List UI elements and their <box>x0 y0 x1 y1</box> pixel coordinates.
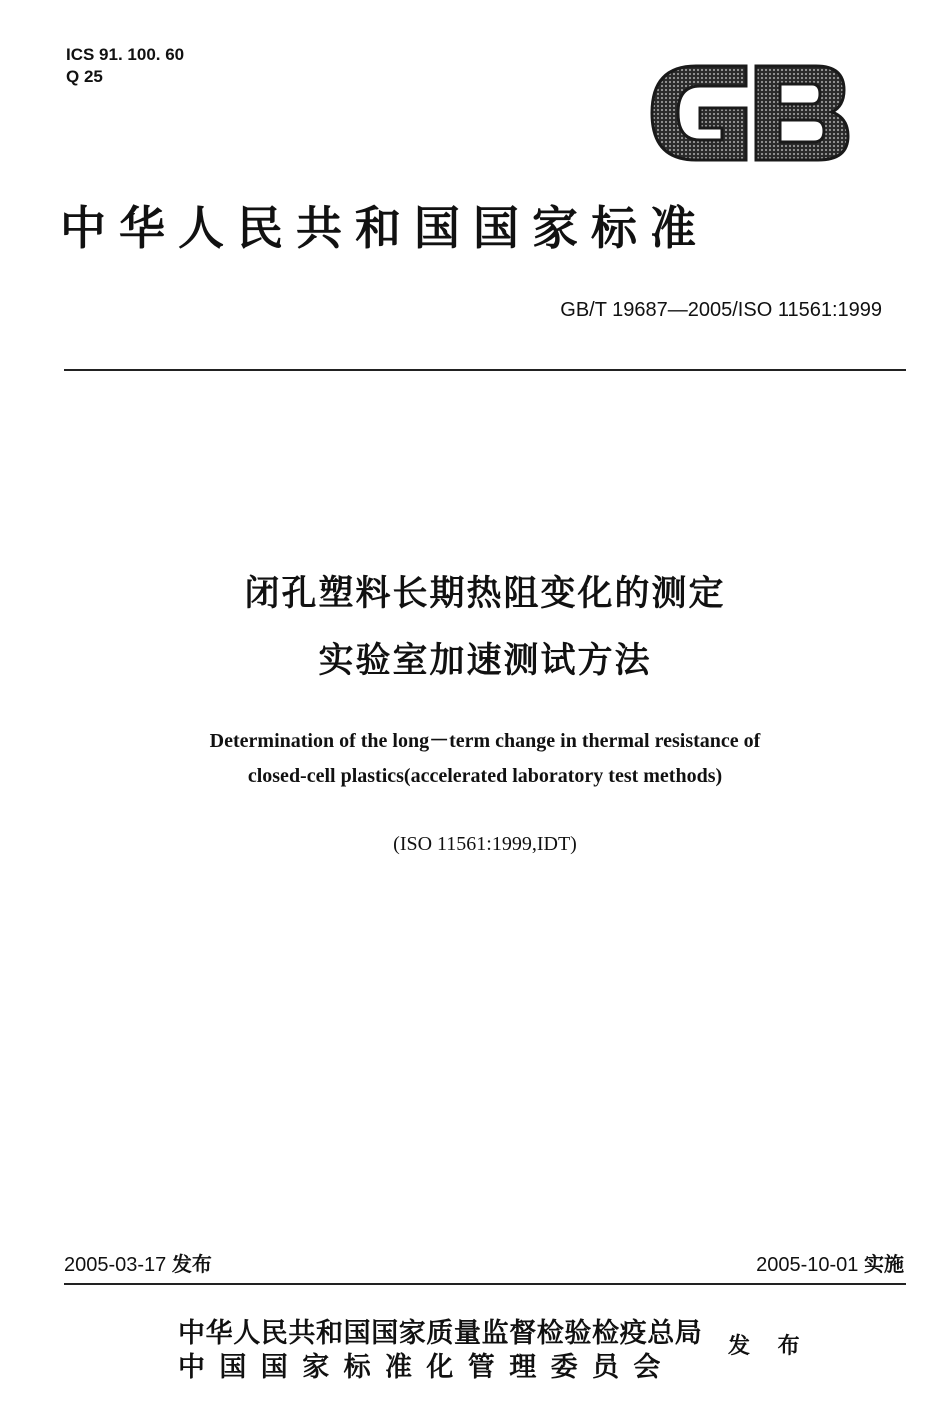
implementation-date <box>600 1250 904 1279</box>
header-divider <box>64 369 906 371</box>
ccs-code: Q 25 <box>66 67 103 86</box>
gb-logo <box>648 60 853 166</box>
english-title-line1: Determination of the long－term change in thermal resistance of <box>209 730 761 752</box>
iso-reference: (ISO 11561:1999,IDT) <box>393 833 577 855</box>
english-title-line2: closed-cell plastics(accelerated laboratory test methods) <box>247 765 723 787</box>
classification-codes <box>66 44 184 88</box>
issuer-line1: 中华人民共和国国家质量监督检验检疫总局 <box>178 1318 703 1349</box>
chinese-title-line1: 闭孔塑料长期热阻变化的测定 <box>244 574 726 614</box>
footer-divider <box>64 1283 906 1285</box>
issue-date-value: 2005-03-17 <box>64 1254 167 1276</box>
standard-number: GB/T 19687—2005/ISO 11561:1999 <box>560 299 882 321</box>
publish-label: 发 布 <box>728 1334 810 1359</box>
implementation-date-label: 实施 <box>864 1252 904 1276</box>
ics-code: ICS 91. 100. 60 <box>66 45 185 64</box>
chinese-title-line2: 实验室加速测试方法 <box>318 641 652 681</box>
issue-date <box>64 1250 212 1279</box>
standard-type-heading: 中华人民共和国国家标准 <box>60 201 709 255</box>
issuer-line2: 中国国家标准化管理委员会 <box>178 1352 675 1383</box>
issue-date-label: 发布 <box>171 1252 212 1276</box>
implementation-date-value: 2005-10-01 <box>756 1254 859 1276</box>
